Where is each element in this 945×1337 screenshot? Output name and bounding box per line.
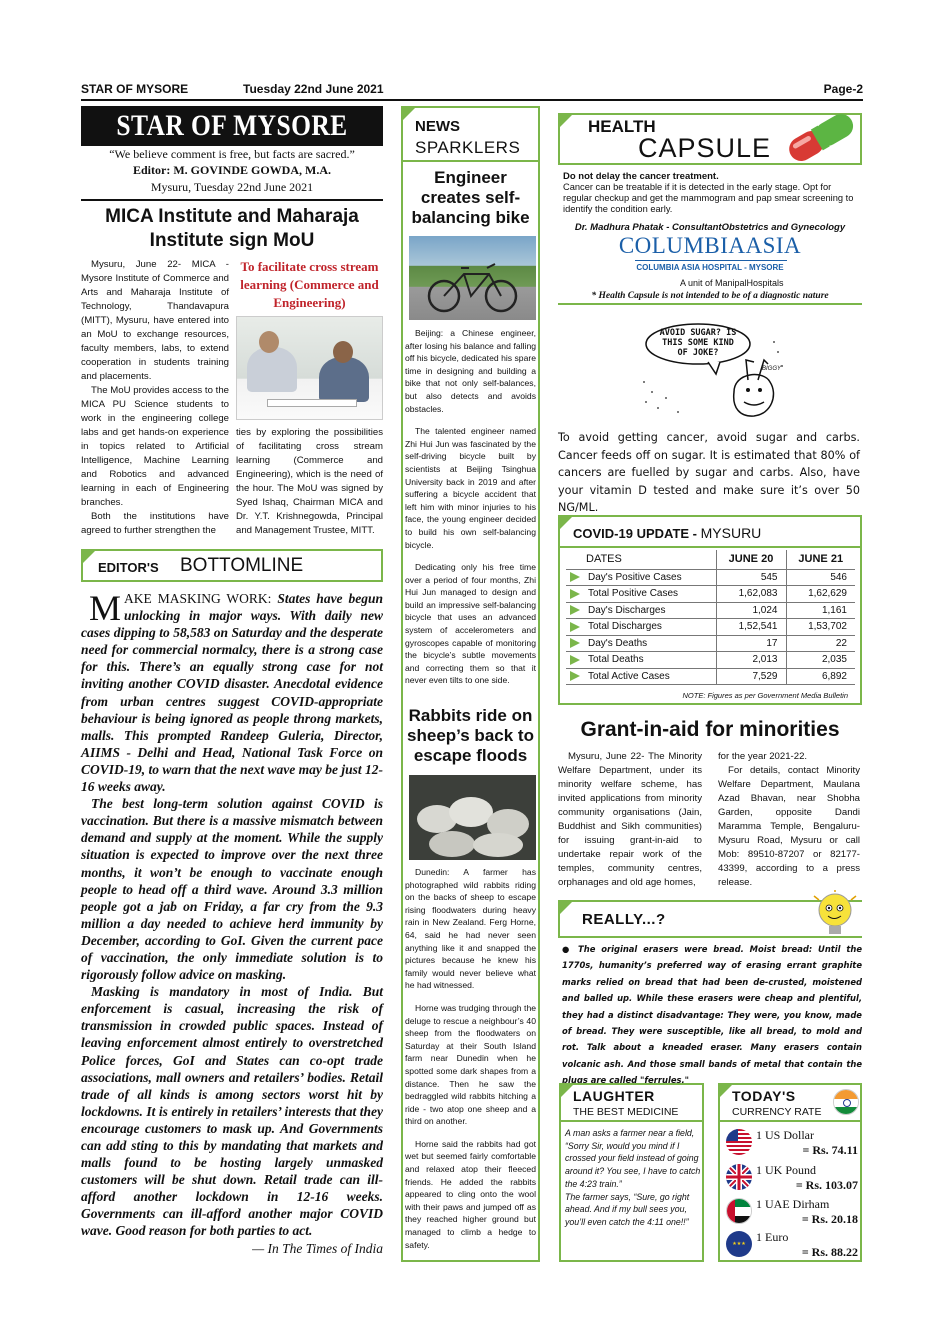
editorial-body: [81, 590, 383, 1257]
mica-photo: [236, 316, 383, 420]
bullet-icon: ●: [562, 944, 579, 954]
covid-row-label: [566, 602, 716, 619]
rabbits-story: [405, 866, 536, 1251]
covid-row: [566, 619, 855, 636]
tab-corner: [720, 1085, 732, 1097]
news-sparklers-box: [401, 106, 540, 162]
currency-row-aed: [720, 1197, 860, 1227]
editorial-dropcap: M: [89, 588, 122, 628]
covid-table-wrap: [566, 550, 855, 685]
grant-right-column: [718, 750, 860, 890]
editorial-lead: AKE MASKING WORK:: [124, 591, 272, 606]
hospital-name: COLUMBIA ASIA HOSPITAL - MYSORE: [636, 263, 784, 272]
covid-cell: 2,035: [786, 652, 855, 669]
currency-rate: = Rs. 103.07: [795, 1178, 858, 1192]
capsule-pill-icon: [780, 107, 864, 167]
currency-rate: = Rs. 74.11: [802, 1143, 858, 1157]
joke-para-1: A man asks a farmer near a field, “Sorry Sir, would you mind if I crossed your field instead of going around it? You see, I have to catch the 4:23 train.”: [565, 1128, 701, 1189]
mica-para-3: Both the institutions have agreed to further strengthen the: [81, 511, 229, 536]
cartoon-signature: BIGGY: [762, 366, 782, 372]
mica-headline: MICA Institute and Maharaja Institute sign MoU: [105, 206, 359, 251]
covid-label-text: Day's Positive Cases: [588, 571, 682, 583]
col-june20: JUNE 20: [716, 550, 786, 569]
bike-photo: [409, 236, 536, 320]
news-label-bold: NEWS: [415, 118, 460, 135]
mica-left-column: [81, 258, 229, 538]
bike-story: [405, 327, 536, 687]
rabbits-para-1: Dunedin: A farmer has photographed wild rabbits riding on the backs of sheep to escape rising floodwaters during heavy rain in New Zealand. Ferg Horne, 64, said he had never seen anything like it and snapped the pictures because he knew his family would never believe what he had witnessed.: [405, 867, 536, 991]
health-body: Cancer can be treatable if it is detected in the early stage. Opt for regular checkup and get the mammogram and pap smear screening to identify the condition early.: [563, 182, 854, 214]
currency-list: [718, 1122, 862, 1262]
bike-illustration: [409, 236, 536, 320]
covid-cell: 22: [786, 635, 855, 652]
header-rule: [81, 99, 863, 101]
covid-row-label: [566, 652, 716, 669]
health-title: Do not delay the cancer treatment.: [563, 171, 719, 182]
rabbits-photo: [409, 775, 536, 860]
tab-corner: [558, 515, 574, 531]
editors-bottomline-box: [81, 549, 383, 582]
editors-label: BOTTOMLINE: [180, 555, 304, 576]
covid-title: [573, 525, 761, 541]
covid-label-text: Total Positive Cases: [588, 588, 679, 600]
covid-row: [566, 569, 855, 586]
covid-table-header: [566, 550, 855, 569]
row-arrow-icon: [570, 605, 580, 615]
editors-label-bold: EDITOR'S: [98, 560, 159, 575]
covid-cell: 1,024: [716, 602, 786, 619]
tab-corner: [558, 113, 574, 129]
covid-cell: 1,62,083: [716, 586, 786, 603]
covid-note: NOTE: Figures as per Government Media Bulletin: [682, 691, 848, 700]
india-flag-icon: [833, 1089, 859, 1115]
mica-para-2: The MoU provides access to the MICA PU Science students to work in the engineering college labs and get hands-on experience in topics related to Artificial Intelligence, Machine Learning and Robotics and advanced learning in each of Engineering branches.: [81, 385, 229, 508]
columbia-logo-rule: [635, 260, 787, 261]
covid-label-text: Total Discharges: [588, 621, 662, 633]
health-note: * Health Capsule is not intended to be of a diagnostic nature: [591, 291, 829, 301]
lightbulb-icon: [813, 890, 859, 938]
news-label: SPARKLERS: [415, 138, 521, 157]
mica-subhead: To facilitate cross stream learning (Commerce and Engineering): [240, 259, 379, 310]
currency-name: 1 US Dollar: [756, 1128, 814, 1142]
header-paper-name: STAR OF MYSORE: [81, 82, 189, 96]
covid-table: [566, 550, 855, 685]
grant-para-3: For details, contact Minority Welfare Department, Maulana Azad Bhavan, near Shobha Garden, opposite Dandi Maramma Temple, Bengaluru-Mysuru Road, Mysuru or call Mob: 89510-87207 or 82177-43399, according to a press release.: [718, 765, 860, 888]
covid-row-label: [566, 569, 716, 586]
row-arrow-icon: [570, 655, 580, 665]
masthead-rule: [81, 199, 383, 201]
bike-headline: Engineer creates self-balancing bike: [411, 168, 530, 227]
covid-update-box: [558, 515, 862, 705]
covid-label-text: Day's Discharges: [588, 604, 666, 616]
masthead-title: STAR OF MYSORE: [116, 109, 348, 142]
covid-cell: 1,161: [786, 602, 855, 619]
grant-para-1: Mysuru, June 22- The Minority Welfare Department, under its minority welfare scheme, has invited applications from minority community organisations (Jain, Buddhist and Sikh communities) for issuing grant-in-aid to undertake repair work of the temples, community centres, orphanages and old age homes,: [558, 751, 702, 888]
row-arrow-icon: [570, 622, 580, 632]
covid-row: [566, 586, 855, 603]
row-arrow-icon: [570, 638, 580, 648]
editorial-para-2: The best long-term solution against COVID is vaccination. But there is a massive mismatch between demand and supply at the moment. While the supply situation is expected to improve over the next three months, it won’t be enough to vaccinate enough people to head off a third wave. Around 3.3 million people got a jab on Friday, a far cry from the 9.3 million a day needed to achieve herd immunity by December, according to GoI. Given the current pace of vaccination, the only immediate solution is to rigorously follow advice on masking.: [81, 796, 383, 983]
laughter-joke: [565, 1127, 701, 1229]
currency-name: 1 UAE Dirham: [756, 1197, 830, 1211]
covid-row-label: [566, 668, 716, 685]
header-page-number: Page-2: [823, 82, 863, 96]
currency-sub: CURRENCY RATE: [732, 1106, 822, 1118]
covid-row: [566, 635, 855, 652]
laughter-sub: THE BEST MEDICINE: [573, 1106, 679, 1118]
grant-para-2: for the year 2021-22.: [718, 751, 808, 762]
covid-row: [566, 652, 855, 669]
mica-para-4: ties by exploring the possibilities of facilitating cross stream learning (Commerce and Engineering), which is the need of the hour. The MoU was signed by Syed Ishaq, Chairman MICA and Dr. Y.T. Krishnegowda, Principal and Management Trustee, MITT.: [236, 427, 383, 536]
covid-cell: 545: [716, 569, 786, 586]
laughter-box: [559, 1083, 704, 1122]
covid-title-rule: [560, 546, 860, 548]
covid-cell: 1,62,629: [786, 586, 855, 603]
rabbits-para-2: Horne was trudging through the deluge to rescue a neighbour’s 40 sheep from the floodwaters on Saturday at their South Island farm near Dunedin when he spotted some dark shapes from a distance. Then he saw the bedraggled wild rabbits hitching a ride - two atop one sheep and a third on another.: [405, 1002, 536, 1127]
covid-row-label: [566, 619, 716, 636]
covid-label-text: Total Deaths: [588, 654, 644, 666]
really-label: REALLY...?: [582, 911, 666, 928]
tab-corner: [561, 1085, 573, 1097]
sugar-text: To avoid getting cancer, avoid sugar and carbs. Cancer feeds off on sugar. It is estimated that 80% of cancers are fuelled by sugar and carbs. Also, have your vitamin D tested and make sure it’s over 50 NG/ML.: [558, 431, 860, 514]
columbia-asia-logo: COLUMBIAASIA: [618, 233, 802, 258]
masthead-place-date: Mysuru, Tuesday 22nd June 2021: [150, 180, 314, 194]
health-label-bold: HEALTH: [588, 117, 656, 136]
editorial-para-1-text: States have begun unlocking in major ways. With daily new cases dipping to 58,583 on Saturday and the desperate need for commercial normalcy, there is a strong case for this. There’s an equally strong case for not inviting another COVID disaster. Anecdotal evidence from urban centres suggest COVID-appropriate behaviour is being ignored as people throng markets, malls. This prompted Randeep Guleria, Director, AIIMS - Delhi and Head, National Task Force on COVID-19, to warn that the next wave may be just 12-16 weeks away.: [81, 591, 383, 795]
row-arrow-icon: [570, 572, 580, 582]
col-june21: JUNE 21: [786, 550, 855, 569]
currency-row-eur: [720, 1230, 860, 1260]
really-text: The original erasers were bread. Moist bread: Until the 1770s, humanity’s preferred way of erasing errant graphite marks relied on bread that had been de-crusted, moistened and balled up. While these erasers were cheap and plentiful, they had a distinct disadvantage: They were, you know, made of bread. They were susceptible, like all bread, to mold and rot. Talk about a kneaded eraser. Many erasers contain volcanic ash. And those small bands of metal that contain the plugs are called "ferrules.": [562, 944, 862, 1086]
covid-row-label: [566, 635, 716, 652]
masthead: [81, 106, 383, 146]
row-arrow-icon: [570, 671, 580, 681]
currency-label: TODAY'S: [732, 1088, 796, 1104]
currency-row-gbp: [720, 1163, 860, 1193]
page-header: [81, 82, 863, 98]
covid-row: [566, 668, 855, 685]
sugar-cartoon: [638, 322, 786, 419]
laughter-label: LAUGHTER: [573, 1088, 655, 1104]
row-arrow-icon: [570, 589, 580, 599]
eu-flag-icon: ★★★: [726, 1231, 752, 1257]
health-doctor: Dr. Madhura Phatak - ConsultantObstetrics and Gynecology: [574, 222, 846, 233]
rabbits-headline: Rabbits ride on sheep’s back to escape floods: [407, 706, 534, 765]
currency-rate: = Rs. 88.22: [801, 1245, 858, 1259]
covid-cell: 1,52,541: [716, 619, 786, 636]
col-dates: DATES: [566, 550, 716, 569]
currency-name: 1 Euro: [756, 1230, 789, 1244]
uae-flag-icon: [726, 1198, 752, 1224]
covid-cell: 2,013: [716, 652, 786, 669]
uk-flag-icon: [726, 1164, 752, 1190]
mica-para-1: Mysuru, June 22- MICA - Mysore Institute of Commerce and Arts and Maharaja Institute of Technology, Thandavapura (MITT), Mysuru, have entered into an MoU to exchange resources, faculty members, labs, to extend cooperation in students training and placements.: [81, 259, 229, 382]
joke-para-2: The farmer says, “Sure, go right ahead. And if my bull sees you, you’ll even catch the 4:11 one!!”: [565, 1191, 690, 1227]
health-capsule-header: [558, 113, 862, 165]
covid-row-label: [566, 586, 716, 603]
covid-row: [566, 602, 855, 619]
cartoon-bubble-text: AVOID SUGAR? IS THIS SOME KIND OF JOKE?: [659, 328, 737, 358]
editorial-source: — In The Times of India: [252, 1240, 383, 1256]
covid-cell: 6,892: [786, 668, 855, 685]
covid-label-text: Day's Deaths: [588, 637, 648, 649]
currency-rate: = Rs. 20.18: [801, 1212, 858, 1226]
currency-box: [718, 1083, 862, 1122]
us-flag-icon: [726, 1129, 752, 1155]
editorial-para-1: [81, 590, 383, 795]
health-rule: [558, 303, 862, 305]
really-body: [562, 941, 862, 1089]
covid-cell: 546: [786, 569, 855, 586]
masthead-motto: “We believe comment is free, but facts are sacred.”: [109, 147, 355, 161]
bike-para-3: Dedicating only his free time over a period of four months, Zhi Hui Jun managed to design and build an impressive self-balancing bicycle that uses an advanced system of accelerometers and gyroscopes capable of monitoring the bicycle’s subtle movements and correcting them so that it never even tilts to one side.: [405, 562, 536, 686]
bike-para-1: Beijing: a Chinese engineer, after losing his balance and falling off his bicycle, dedicated his spare time in designing and building a bike that not only self-balances, but also detects and avoids obstacles.: [405, 328, 536, 414]
covid-cell: 17: [716, 635, 786, 652]
bike-para-2: The talented engineer named Zhi Hui Jun was fascinated by the self-driving bicycle built by scientists at Beijing Tsinghua University back in 2019 and after suffering a bicycle accident that left him with minor injuries to his face, the young engineer decided to build his own self-balancing bicycle.: [405, 426, 536, 550]
editorial-para-3: Masking is mandatory in most of India. But enforcement is casual, increasing the risk of transmission in crowded public spaces. Instead of leaving enforcement almost entirely to overstretched Police forces, GoI and States can co-opt trade associations, mall owners and retailers’ bodies. Retail trade of all kinds is among sectors worst hit by lockdowns. It is entirely in retailers’ interests that they encourage customers to mask up. And Governments can add sting to this by mandating that markets and malls found to be hosting largely unmasked customers will be shut down. Retail trade can ill-afford another lockdown in 12-16 weeks. Governments can ill-afford another major COVID wave. Good reason for both parties to act.: [81, 984, 383, 1239]
rabbits-para-3: Horne said the rabbits had got wet but seemed fairly comfortable and relaxed atop their fleeced friends. He added the rabbits appeared to cling onto the wool with their paws and jumped off as they reached higher ground but managed to climb a hedge to safety.: [405, 1138, 536, 1250]
covid-label-text: Total Active Cases: [588, 670, 670, 682]
tab-corner: [558, 900, 574, 916]
masthead-editor: Editor: M. GOVINDE GOWDA, M.A.: [133, 163, 331, 177]
covid-title-city: MYSURU: [700, 525, 762, 541]
tab-corner: [81, 549, 97, 565]
covid-cell: 7,529: [716, 668, 786, 685]
currency-name: 1 UK Pound: [756, 1163, 817, 1177]
header-date: Tuesday 22nd June 2021: [243, 82, 384, 96]
health-label: CAPSULE: [638, 133, 772, 163]
currency-row-usd: [720, 1128, 860, 1158]
grant-headline: Grant-in-aid for minorities: [580, 718, 840, 741]
covid-title-bold: COVID-19 UPDATE -: [573, 526, 697, 541]
hospital-unit: A unit of ManipalHospitals: [680, 278, 784, 288]
covid-cell: 1,53,702: [786, 619, 855, 636]
